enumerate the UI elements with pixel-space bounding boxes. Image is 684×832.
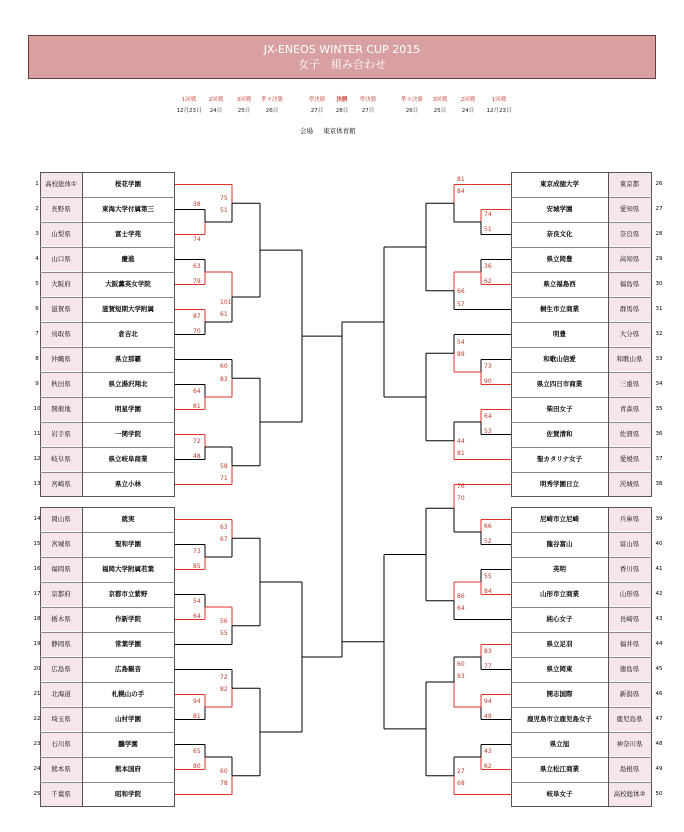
prefecture-cell: 神奈川県: [608, 732, 651, 756]
prefecture-cell: 奈良県: [608, 222, 651, 246]
score-label: 43: [484, 747, 492, 755]
school-name-cell: 県立湯沢翔北: [82, 372, 174, 396]
prefecture-cell: 鹿児島県: [608, 707, 651, 731]
round-label: 準決勝: [359, 97, 377, 103]
score-label: 90: [484, 377, 492, 385]
score-label: 63: [220, 523, 228, 531]
score-label: 73: [484, 362, 492, 370]
school-name-cell: 山村学園: [82, 707, 174, 731]
prefecture-cell: 宮崎県: [40, 472, 82, 496]
seed-number: 18: [33, 616, 41, 622]
prefecture-cell: 長野県: [40, 197, 82, 221]
school-name-cell: 一関学院: [82, 422, 174, 446]
school-name-cell: 県立福島西: [511, 272, 608, 296]
school-name-cell: 山形市立商業: [511, 582, 608, 606]
school-name-cell: 滋賀短期大学附属: [82, 297, 174, 321]
score-label: 65: [193, 747, 201, 755]
school-name-cell: 倉吉北: [82, 322, 174, 346]
round-label: 1回戦: [181, 97, 197, 103]
school-name-cell: 英明: [511, 557, 608, 581]
score-label: 81: [457, 175, 465, 183]
school-name-cell: 京都市立紫野: [82, 582, 174, 606]
score-label: 64: [193, 612, 201, 620]
score-label: 55: [484, 572, 492, 580]
seed-number: 6: [35, 306, 39, 312]
seed-number: 24: [33, 766, 41, 772]
score-label: 81: [457, 449, 465, 457]
school-name-cell: 鵬学園: [82, 732, 174, 756]
score-label: 94: [484, 697, 492, 705]
school-name-cell: 昭和学院: [82, 782, 174, 806]
seed-number: 43: [655, 616, 663, 622]
prefecture-cell: 滋賀県: [40, 297, 82, 321]
seed-number: 36: [655, 431, 663, 437]
score-label: 68: [457, 779, 465, 787]
score-label: 86: [457, 592, 465, 600]
prefecture-cell: 長崎県: [608, 607, 651, 631]
round-label: 準々決勝: [260, 97, 283, 103]
score-label: 51: [220, 206, 228, 214]
seed-number: 26: [655, 181, 663, 187]
round-date: 26日: [265, 108, 279, 114]
score-label: 80: [193, 762, 201, 770]
school-name-cell: 福岡大学附属若葉: [82, 557, 174, 581]
seed-number: 2: [35, 206, 39, 212]
score-label: 58: [220, 462, 228, 470]
prefecture-cell: 静岡県: [40, 632, 82, 656]
prefecture-cell: 鳥取県: [40, 322, 82, 346]
score-label: 36: [484, 262, 492, 270]
prefecture-cell: 徳島県: [608, 657, 651, 681]
score-label: 73: [193, 547, 201, 555]
seed-number: 10: [33, 406, 41, 412]
score-label: 64: [457, 604, 465, 612]
seed-number: 5: [35, 281, 39, 287]
prefecture-cell: 熊本県: [40, 757, 82, 781]
score-label: 70: [193, 327, 201, 335]
score-label: 87: [193, 312, 201, 320]
prefecture-cell: 愛媛県: [608, 447, 651, 471]
seed-number: 16: [33, 566, 41, 572]
round-label: 2回戦: [208, 97, 224, 103]
seed-number: 22: [33, 716, 41, 722]
score-label: 55: [220, 629, 228, 637]
school-name-cell: 安城学園: [511, 197, 608, 221]
score-label: 74: [484, 210, 492, 218]
prefecture-cell: 広島県: [40, 657, 82, 681]
round-date: 25日: [433, 108, 447, 114]
round-label: 3回戦: [432, 97, 448, 103]
school-name-cell: 就実: [82, 507, 174, 531]
school-name-cell: 県立岐阜商業: [82, 447, 174, 471]
score-label: 94: [193, 697, 201, 705]
round-label: 決勝: [336, 97, 348, 103]
round-label: 3回戦: [236, 97, 252, 103]
round-date: 27日: [310, 108, 324, 114]
seed-number: 4: [35, 256, 39, 262]
school-name-cell: 柴田女子: [511, 397, 608, 421]
seed-number: 50: [655, 791, 663, 797]
seed-number: 7: [35, 331, 39, 337]
seed-number: 25: [33, 791, 41, 797]
seed-number: 12: [33, 456, 41, 462]
school-name-cell: 県立四日市商業: [511, 372, 608, 396]
school-name-cell: 和歌山信愛: [511, 347, 608, 371]
prefecture-cell: 山形県: [608, 582, 651, 606]
round-label: 1回戦: [491, 97, 507, 103]
score-label: 38: [193, 200, 201, 208]
prefecture-cell: 愛知県: [608, 197, 651, 221]
prefecture-cell: 大阪府: [40, 272, 82, 296]
seed-number: 40: [655, 541, 663, 547]
seed-number: 46: [655, 691, 663, 697]
score-label: 44: [457, 437, 465, 445]
school-name-cell: 聖カタリナ女子: [511, 447, 608, 471]
school-name-cell: 熊本国府: [82, 757, 174, 781]
seed-number: 34: [655, 381, 663, 387]
seed-number: 32: [655, 331, 663, 337]
school-name-cell: 明豊: [511, 322, 608, 346]
score-label: 60: [457, 660, 465, 668]
score-label: 64: [193, 387, 201, 395]
school-name-cell: 札幌山の手: [82, 682, 174, 706]
prefecture-cell: 福井県: [608, 632, 651, 656]
venue-name: 東京体育館: [323, 127, 356, 135]
score-label: 76: [457, 482, 465, 490]
seed-number: 21: [33, 691, 41, 697]
school-name-cell: 作新学院: [82, 607, 174, 631]
prefecture-cell: 千葉県: [40, 782, 82, 806]
score-label: 54: [193, 597, 201, 605]
school-name-cell: 県立岡豊: [511, 247, 608, 271]
school-name-cell: 県立松江商業: [511, 757, 608, 781]
prefecture-cell: 香川県: [608, 557, 651, 581]
round-label: 準々決勝: [400, 97, 423, 103]
prefecture-cell: 岡山県: [40, 507, 82, 531]
prefecture-cell: 開催地: [40, 397, 82, 421]
prefecture-cell: 兵庫県: [608, 507, 651, 531]
score-label: 27: [457, 767, 465, 775]
school-name-cell: 県立小林: [82, 472, 174, 496]
score-label: 71: [220, 474, 228, 482]
school-name-cell: 開志国際: [511, 682, 608, 706]
seed-number: 9: [35, 381, 39, 387]
score-label: 70: [457, 494, 465, 502]
score-label: 54: [457, 338, 465, 346]
round-label: 2回戦: [460, 97, 476, 103]
school-name-cell: 県立旭: [511, 732, 608, 756]
prefecture-cell: 島根県: [608, 757, 651, 781]
school-name-cell: 県立足羽: [511, 632, 608, 656]
score-label: 62: [484, 762, 492, 770]
school-name-cell: 桜花学園: [82, 172, 174, 196]
score-label: 93: [457, 672, 465, 680]
prefecture-cell: 埼玉県: [40, 707, 82, 731]
score-label: 81: [193, 712, 201, 720]
school-name-cell: 富士学苑: [82, 222, 174, 246]
score-label: 66: [484, 522, 492, 530]
score-label: 84: [484, 587, 492, 595]
seed-number: 49: [655, 766, 663, 772]
round-date: 25日: [237, 108, 251, 114]
score-label: 83: [484, 647, 492, 655]
score-label: 77: [484, 662, 492, 670]
score-label: 83: [220, 375, 228, 383]
seed-number: 20: [33, 666, 41, 672]
round-date: 12月23日: [486, 108, 512, 114]
school-name-cell: 岐阜女子: [511, 782, 608, 806]
score-label: 56: [220, 617, 228, 625]
seed-number: 30: [655, 281, 663, 287]
school-name-cell: 県立那覇: [82, 347, 174, 371]
seed-number: 13: [33, 481, 41, 487]
prefecture-cell: 高校総体②: [608, 782, 651, 806]
seed-number: 48: [655, 741, 663, 747]
seed-number: 35: [655, 406, 663, 412]
prefecture-cell: 栃木県: [40, 607, 82, 631]
seed-number: 1: [35, 181, 39, 187]
score-label: 64: [484, 412, 492, 420]
score-label: 101: [220, 298, 232, 306]
seed-number: 15: [33, 541, 41, 547]
round-date: 28日: [335, 108, 349, 114]
seed-number: 23: [33, 741, 41, 747]
score-label: 60: [220, 767, 228, 775]
seed-number: 8: [35, 356, 39, 362]
tournament-title: JX-ENEOS WINTER CUP 2015: [263, 43, 421, 56]
school-name-cell: 龍谷富山: [511, 532, 608, 556]
seed-number: 45: [655, 666, 663, 672]
seed-number: 19: [33, 641, 41, 647]
score-label: 85: [193, 562, 201, 570]
seed-number: 39: [655, 516, 663, 522]
school-name-cell: 明秀学園日立: [511, 472, 608, 496]
prefecture-cell: 石川県: [40, 732, 82, 756]
prefecture-cell: 高知県: [608, 247, 651, 271]
prefecture-cell: 福岡県: [40, 557, 82, 581]
bracket-subtitle: 女子 組み合わせ: [298, 58, 386, 71]
school-name-cell: 広島観音: [82, 657, 174, 681]
prefecture-cell: 北海道: [40, 682, 82, 706]
seed-number: 47: [655, 716, 663, 722]
seed-number: 41: [655, 566, 663, 572]
school-name-cell: 奈良文化: [511, 222, 608, 246]
score-label: 72: [220, 673, 228, 681]
prefecture-cell: 山梨県: [40, 222, 82, 246]
prefecture-cell: 京都府: [40, 582, 82, 606]
round-date: 27日: [361, 108, 375, 114]
school-name-cell: 慶進: [82, 247, 174, 271]
round-label: 準決勝: [308, 97, 326, 103]
score-label: 62: [484, 277, 492, 285]
prefecture-cell: 佐賀県: [608, 422, 651, 446]
prefecture-cell: 和歌山県: [608, 347, 651, 371]
score-label: 89: [457, 350, 465, 358]
prefecture-cell: 高校総体①: [40, 172, 82, 196]
prefecture-cell: 沖縄県: [40, 347, 82, 371]
prefecture-cell: 群馬県: [608, 297, 651, 321]
round-date: 12月23日: [176, 108, 202, 114]
round-date: 24日: [209, 108, 223, 114]
score-label: 84: [457, 187, 465, 195]
school-name-cell: 佐賀清和: [511, 422, 608, 446]
prefecture-cell: 山口県: [40, 247, 82, 271]
prefecture-cell: 岐阜県: [40, 447, 82, 471]
score-label: 67: [220, 535, 228, 543]
prefecture-cell: 東京都: [608, 172, 651, 196]
score-label: 75: [220, 194, 228, 202]
prefecture-cell: 大分県: [608, 322, 651, 346]
school-name-cell: 東海大学付属第三: [82, 197, 174, 221]
score-label: 79: [193, 277, 201, 285]
seed-number: 27: [655, 206, 663, 212]
score-label: 51: [484, 225, 492, 233]
seed-number: 17: [33, 591, 41, 597]
score-label: 72: [193, 437, 201, 445]
seed-number: 38: [655, 481, 663, 487]
seed-number: 29: [655, 256, 663, 262]
score-label: 82: [220, 685, 228, 693]
prefecture-cell: 新潟県: [608, 682, 651, 706]
seed-number: 37: [655, 456, 663, 462]
score-label: 49: [484, 712, 492, 720]
seed-number: 31: [655, 306, 663, 312]
seed-number: 14: [33, 516, 41, 522]
score-label: 66: [457, 287, 465, 295]
school-name-cell: 県立岡東: [511, 657, 608, 681]
score-label: 61: [220, 310, 228, 318]
school-name-cell: 尼崎市立尼崎: [511, 507, 608, 531]
seed-number: 33: [655, 356, 663, 362]
seed-number: 44: [655, 641, 663, 647]
venue-label: 会場: [300, 127, 313, 135]
school-name-cell: 聖和学園: [82, 532, 174, 556]
prefecture-cell: 茨城県: [608, 472, 651, 496]
prefecture-cell: 岩手県: [40, 422, 82, 446]
prefecture-cell: 福島県: [608, 272, 651, 296]
score-label: 52: [484, 537, 492, 545]
school-name-cell: 大阪薫英女学院: [82, 272, 174, 296]
score-label: 81: [193, 402, 201, 410]
school-name-cell: 桐生市立商業: [511, 297, 608, 321]
prefecture-cell: 青森県: [608, 397, 651, 421]
score-label: 63: [193, 262, 201, 270]
prefecture-cell: 三重県: [608, 372, 651, 396]
prefecture-cell: 秋田県: [40, 372, 82, 396]
school-name-cell: 常葉学園: [82, 632, 174, 656]
round-date: 26日: [405, 108, 419, 114]
score-label: 48: [193, 452, 201, 460]
seed-number: 11: [33, 431, 41, 437]
score-label: 78: [220, 779, 228, 787]
score-label: 74: [193, 235, 201, 243]
score-label: 60: [220, 362, 228, 370]
seed-number: 3: [35, 231, 39, 237]
school-name-cell: 明星学園: [82, 397, 174, 421]
seed-number: 28: [655, 231, 663, 237]
school-name-cell: 鹿児島市立鹿児島女子: [511, 707, 608, 731]
score-label: 53: [484, 427, 492, 435]
prefecture-cell: 富山県: [608, 532, 651, 556]
prefecture-cell: 宮城県: [40, 532, 82, 556]
school-name-cell: 東京成徳大学: [511, 172, 608, 196]
school-name-cell: 純心女子: [511, 607, 608, 631]
seed-number: 42: [655, 591, 663, 597]
round-date: 24日: [461, 108, 475, 114]
score-label: 57: [457, 300, 465, 308]
